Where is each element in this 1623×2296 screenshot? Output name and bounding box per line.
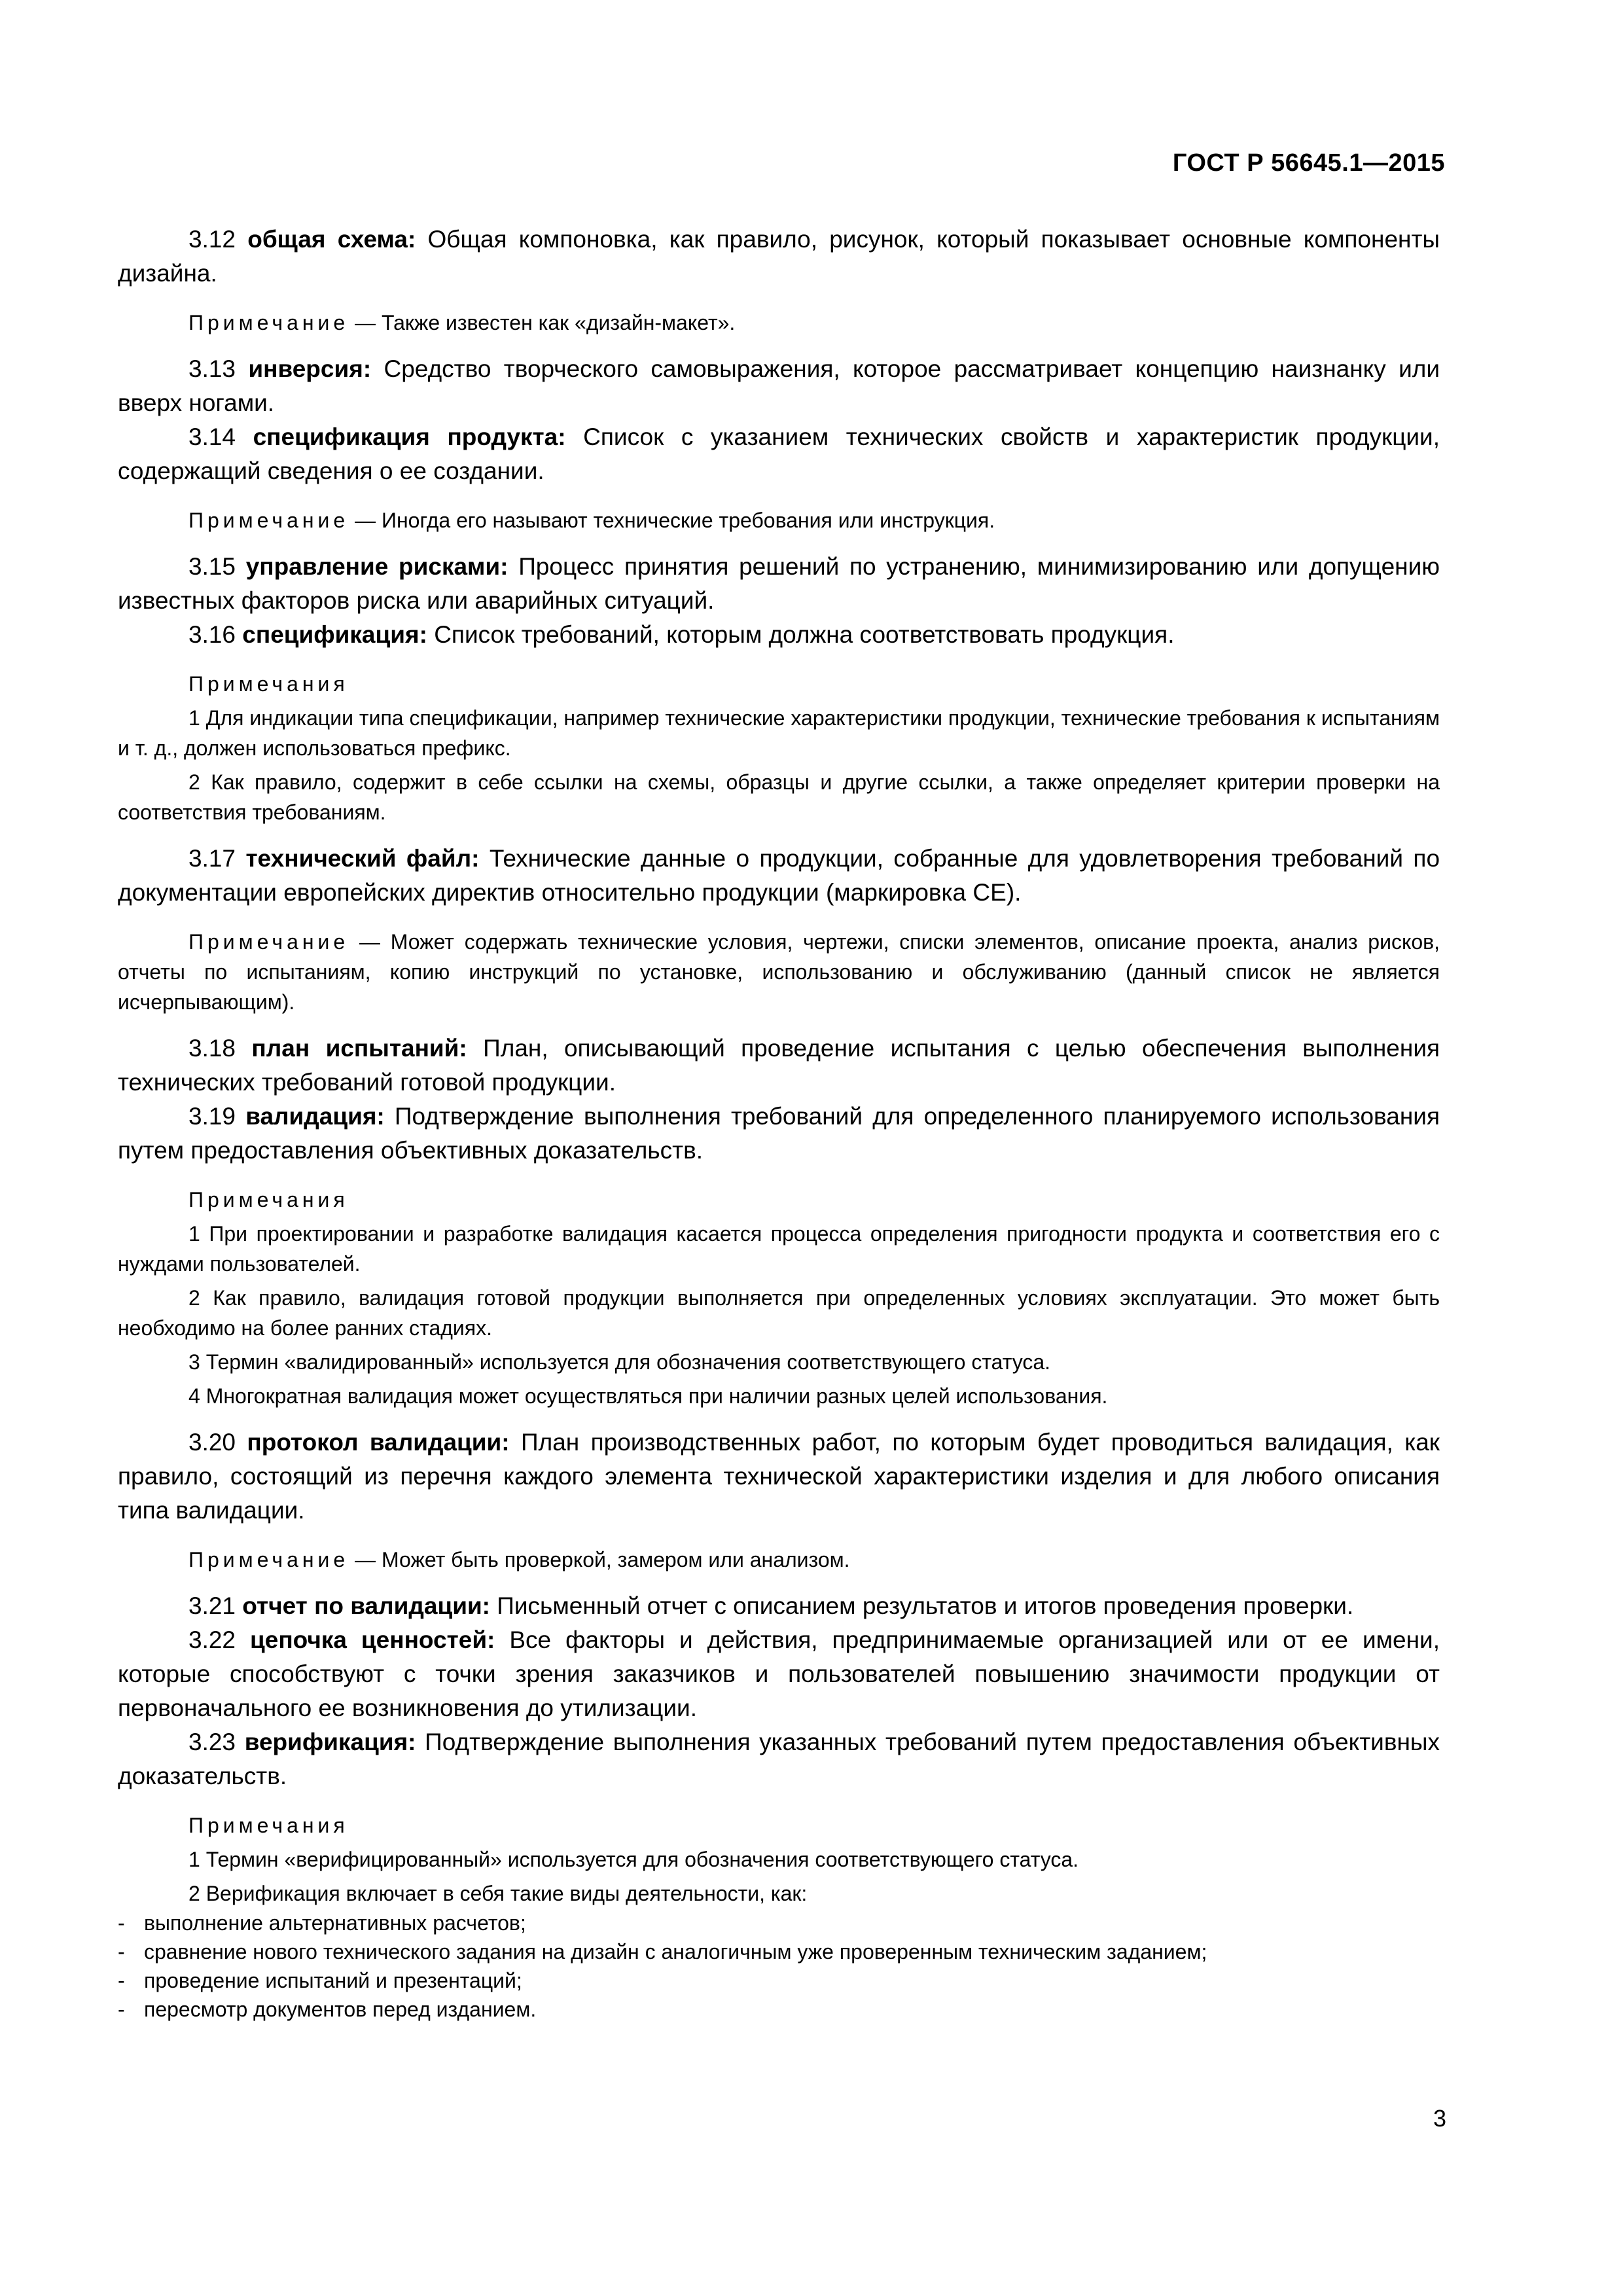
note-item: 1 Термин «верифицированный» используется для обозначения соответствующего статуса.	[188, 1848, 1079, 1871]
term-definition: Подтверждение выполнения требований для определенного планируемого использования путем предоставления объективных доказательств.	[118, 1103, 1440, 1164]
term-number: 3.20	[188, 1429, 236, 1456]
term-number: 3.22	[188, 1626, 236, 1653]
list-item: - проведение испытаний и презентаций;	[118, 1969, 522, 1992]
term-number: 3.16	[188, 621, 236, 648]
term-name: план испытаний:	[251, 1035, 467, 1062]
document-body	[118, 223, 1440, 2024]
term-entry-3-23	[118, 1725, 1440, 1793]
term-entry-3-16	[118, 618, 1440, 652]
notes-heading: Примечания	[188, 1814, 349, 1837]
note-item: 1 Для индикации типа спецификации, например технические характеристики продукции, технические требования к испытаниям и т. д., должен использоваться префикс.	[118, 706, 1440, 760]
note-text: — Также известен как «дизайн-макет».	[355, 311, 736, 334]
list-item: - выполнение альтернативных расчетов;	[118, 1911, 526, 1935]
note-label: Примечание	[188, 311, 349, 334]
term-entry-3-12	[118, 223, 1440, 291]
term-definition: Письменный отчет с описанием результатов и итогов проведения проверки.	[497, 1592, 1354, 1619]
term-number: 3.23	[188, 1729, 236, 1755]
term-definition: Подтверждение выполнения указанных требований путем предоставления объективных доказательств.	[118, 1729, 1440, 1789]
term-definition: Список с указанием технических свойств и характеристик продукции, содержащий сведения о ее создании.	[118, 423, 1440, 484]
bullet-list	[118, 1909, 1440, 2024]
note	[118, 1545, 1440, 1575]
term-number: 3.12	[188, 226, 236, 253]
note-label: Примечание	[188, 930, 349, 954]
term-name: общая схема:	[247, 226, 416, 253]
note	[118, 927, 1440, 1017]
term-entry-3-21	[118, 1589, 1440, 1623]
term-name: управление рисками:	[245, 553, 508, 580]
term-definition: Средство творческого самовыражения, которое рассматривает концепцию наизнанку или вверх ногами.	[118, 355, 1440, 416]
term-entry-3-18	[118, 1031, 1440, 1100]
term-number: 3.14	[188, 423, 236, 450]
term-number: 3.18	[188, 1035, 236, 1062]
term-entry-3-13	[118, 352, 1440, 420]
term-name: технический файл:	[245, 845, 480, 872]
term-entry-3-19	[118, 1100, 1440, 1168]
term-name: спецификация:	[242, 621, 427, 648]
notes-heading: Примечания	[188, 672, 349, 696]
term-number: 3.15	[188, 553, 236, 580]
term-definition: Все факторы и действия, предпринимаемые организацией или от ее имени, которые способствуют с точки зрения заказчиков и пользователей повышению значимости продукции от первоначального ее возникновения до утилизации.	[118, 1626, 1440, 1721]
term-name: цепочка ценностей:	[250, 1626, 495, 1653]
note-item: 3 Термин «валидированный» используется для обозначения соответствующего статуса.	[188, 1350, 1051, 1374]
term-definition: Общая компоновка, как правило, рисунок, который показывает основные компоненты дизайна.	[118, 226, 1440, 287]
list-item: - пересмотр документов перед изданием.	[118, 1998, 537, 2021]
term-name: отчет по валидации:	[242, 1592, 491, 1619]
term-name: верификация:	[244, 1729, 416, 1755]
term-name: протокол валидации:	[247, 1429, 510, 1456]
term-definition: Список требований, которым должна соответствовать продукция.	[434, 621, 1175, 648]
term-name: валидация:	[245, 1103, 385, 1130]
term-definition: План производственных работ, по которым будет проводиться валидация, как правило, состоящий из перечня каждого элемента технической характеристики изделия и для любого описания типа валидации.	[118, 1429, 1440, 1524]
notes-heading: Примечания	[188, 1188, 349, 1211]
note-text: — Может содержать технические условия, чертежи, списки элементов, описание проекта, анализ рисков, отчеты по испытаниям, копию инструкций по установке, использованию и обслуживанию (данный список не является исчерпывающим).	[118, 930, 1440, 1014]
note	[118, 308, 1440, 338]
note-item: 1 При проектировании и разработке валидация касается процесса определения пригодности продукта и соответствия его с нуждами пользователей.	[118, 1222, 1440, 1276]
note-text: — Может быть проверкой, замером или анализом.	[355, 1548, 850, 1571]
term-number: 3.21	[188, 1592, 236, 1619]
term-number: 3.13	[188, 355, 236, 382]
note	[118, 505, 1440, 535]
term-name: спецификация продукта:	[253, 423, 566, 450]
term-entry-3-15	[118, 550, 1440, 618]
document-code: ГОСТ Р 56645.1—2015	[1172, 149, 1445, 177]
term-entry-3-20	[118, 1426, 1440, 1528]
term-definition: План, описывающий проведение испытания с целью обеспечения выполнения технических требований готовой продукции.	[118, 1035, 1440, 1096]
term-entry-3-14	[118, 420, 1440, 488]
note-label: Примечание	[188, 1548, 349, 1571]
list-item: - сравнение нового технического задания на дизайн с аналогичным уже проверенным техническим заданием;	[118, 1940, 1207, 1964]
note-item: 2 Верификация включает в себя такие виды деятельности, как:	[188, 1882, 808, 1905]
term-definition: Технические данные о продукции, собранные для удовлетворения требований по документации европейских директив относительно продукции (маркировка СЕ).	[118, 845, 1440, 906]
term-number: 3.19	[188, 1103, 236, 1130]
note-text: — Иногда его называют технические требования или инструкция.	[355, 509, 995, 532]
page-number: 3	[1433, 2105, 1446, 2132]
term-number: 3.17	[188, 845, 236, 872]
term-entry-3-22	[118, 1623, 1440, 1725]
note-item: 2 Как правило, валидация готовой продукции выполняется при определенных условиях эксплуатации. Это может быть необходимо на более ранних стадиях.	[118, 1286, 1440, 1340]
term-entry-3-17	[118, 842, 1440, 910]
note-item: 4 Многократная валидация может осуществляться при наличии разных целей использования.	[188, 1384, 1108, 1408]
term-definition: Процесс принятия решений по устранению, минимизированию или допущению известных факторов риска или аварийных ситуаций.	[118, 553, 1440, 614]
note-label: Примечание	[188, 509, 349, 532]
term-name: инверсия:	[248, 355, 372, 382]
note-item: 2 Как правило, содержит в себе ссылки на схемы, образцы и другие ссылки, а также определяет критерии проверки на соответствия требованиям.	[118, 770, 1440, 824]
